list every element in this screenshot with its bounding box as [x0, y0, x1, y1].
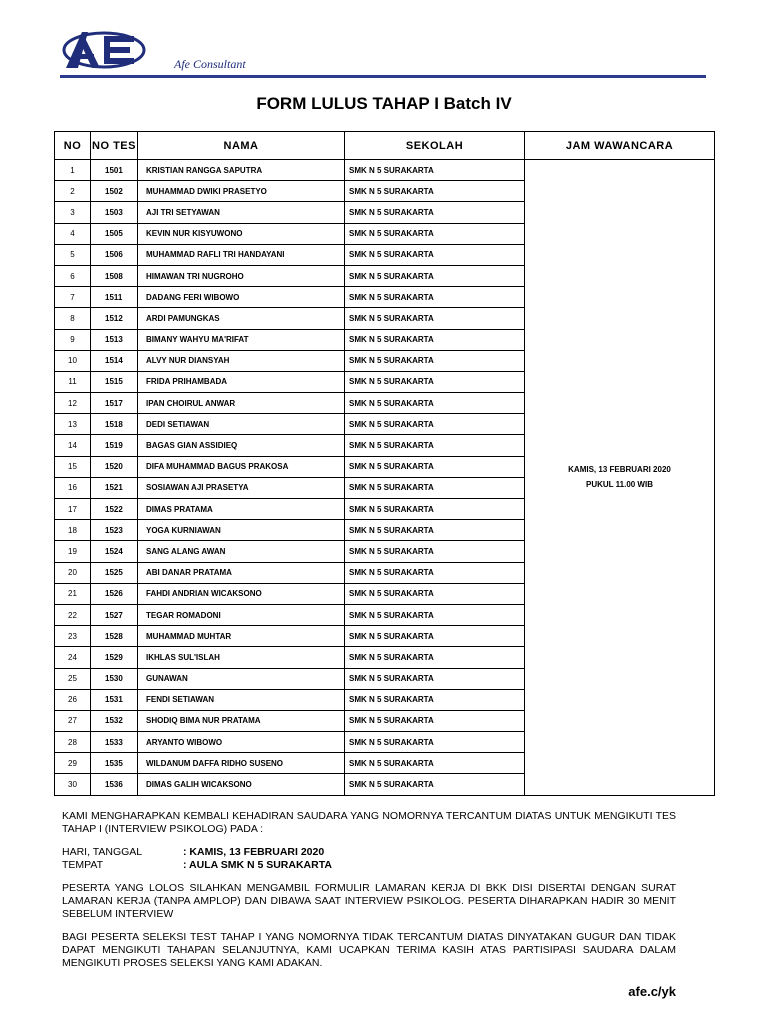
cell-no: 18 [55, 520, 91, 541]
cell-nama: ALVY NUR DIANSYAH [138, 350, 345, 371]
cell-sekolah: SMK N 5 SURAKARTA [345, 287, 525, 308]
cell-no: 11 [55, 371, 91, 392]
cell-no-tes: 1518 [91, 414, 138, 435]
cell-nama: IKHLAS SUL'ISLAH [138, 647, 345, 668]
cell-sekolah: SMK N 5 SURAKARTA [345, 181, 525, 202]
intro-text: KAMI MENGHARAPKAN KEMBALI KEHADIRAN SAUDARA YANG NOMORNYA TERCANTUM DIATAS UNTUK MENGIKUTI TES TAHAP I (INTERVIEW PSIKOLOG) PADA : [62, 810, 676, 835]
cell-sekolah: SMK N 5 SURAKARTA [345, 499, 525, 520]
cell-no: 10 [55, 350, 91, 371]
notes-section [62, 810, 676, 980]
cell-no-tes: 1512 [91, 308, 138, 329]
cell-sekolah: SMK N 5 SURAKARTA [345, 223, 525, 244]
cell-sekolah: SMK N 5 SURAKARTA [345, 265, 525, 286]
cell-no: 29 [55, 753, 91, 774]
table-body [55, 160, 715, 796]
cell-no: 13 [55, 414, 91, 435]
cell-nama: MUHAMMAD MUHTAR [138, 626, 345, 647]
header-no: NO [55, 132, 91, 160]
tempat-value: : AULA SMK N 5 SURAKARTA [183, 859, 332, 871]
cell-no-tes: 1535 [91, 753, 138, 774]
cell-no-tes: 1526 [91, 583, 138, 604]
cell-sekolah: SMK N 5 SURAKARTA [345, 520, 525, 541]
cell-no: 21 [55, 583, 91, 604]
header-no-tes: NO TES [91, 132, 138, 160]
footer-code: afe.c/yk [628, 984, 676, 999]
cell-sekolah: SMK N 5 SURAKARTA [345, 308, 525, 329]
cell-sekolah: SMK N 5 SURAKARTA [345, 753, 525, 774]
cell-no: 1 [55, 160, 91, 181]
cell-no: 25 [55, 668, 91, 689]
tempat-label: TEMPAT [62, 859, 104, 871]
cell-sekolah: SMK N 5 SURAKARTA [345, 689, 525, 710]
cell-nama: HIMAWAN TRI NUGROHO [138, 265, 345, 286]
letterhead [0, 0, 768, 90]
cell-no-tes: 1521 [91, 477, 138, 498]
cell-no-tes: 1525 [91, 562, 138, 583]
cell-nama: SOSIAWAN AJI PRASETYA [138, 477, 345, 498]
cell-nama: BIMANY WAHYU MA'RIFAT [138, 329, 345, 350]
cell-no-tes: 1536 [91, 774, 138, 795]
cell-sekolah: SMK N 5 SURAKARTA [345, 647, 525, 668]
cell-no: 2 [55, 181, 91, 202]
cell-nama: DIFA MUHAMMAD BAGUS PRAKOSA [138, 456, 345, 477]
cell-no: 22 [55, 604, 91, 625]
cell-nama: DADANG FERI WIBOWO [138, 287, 345, 308]
cell-nama: MUHAMMAD DWIKI PRASETYO [138, 181, 345, 202]
hari-label: HARI, TANGGAL [62, 846, 143, 858]
cell-no: 15 [55, 456, 91, 477]
cell-no-tes: 1514 [91, 350, 138, 371]
cell-no: 6 [55, 265, 91, 286]
cell-no: 8 [55, 308, 91, 329]
cell-no: 4 [55, 223, 91, 244]
cell-nama: SANG ALANG AWAN [138, 541, 345, 562]
cell-no-tes: 1508 [91, 265, 138, 286]
table-row [55, 160, 715, 181]
cell-no-tes: 1520 [91, 456, 138, 477]
cell-no-tes: 1515 [91, 371, 138, 392]
cell-nama: GUNAWAN [138, 668, 345, 689]
cell-no: 16 [55, 477, 91, 498]
cell-nama: DIMAS GALIH WICAKSONO [138, 774, 345, 795]
table-header-row [55, 132, 715, 160]
cell-no-tes: 1530 [91, 668, 138, 689]
cell-nama: ARYANTO WIBOWO [138, 732, 345, 753]
cell-sekolah: SMK N 5 SURAKARTA [345, 626, 525, 647]
tempat-row [62, 859, 676, 872]
cell-no-tes: 1522 [91, 499, 138, 520]
cell-nama: TEGAR ROMADONI [138, 604, 345, 625]
cell-no-tes: 1502 [91, 181, 138, 202]
cell-nama: BAGAS GIAN ASSIDIEQ [138, 435, 345, 456]
cell-no-tes: 1529 [91, 647, 138, 668]
cell-nama: SHODIQ BIMA NUR PRATAMA [138, 710, 345, 731]
cell-sekolah: SMK N 5 SURAKARTA [345, 371, 525, 392]
cell-nama: DIMAS PRATAMA [138, 499, 345, 520]
cell-sekolah: SMK N 5 SURAKARTA [345, 562, 525, 583]
cell-no-tes: 1513 [91, 329, 138, 350]
cell-sekolah: SMK N 5 SURAKARTA [345, 329, 525, 350]
cell-no: 9 [55, 329, 91, 350]
cell-no: 24 [55, 647, 91, 668]
cell-no: 12 [55, 393, 91, 414]
cell-no-tes: 1524 [91, 541, 138, 562]
cell-sekolah: SMK N 5 SURAKARTA [345, 477, 525, 498]
cell-no: 3 [55, 202, 91, 223]
cell-no: 14 [55, 435, 91, 456]
cell-no-tes: 1533 [91, 732, 138, 753]
cell-nama: DEDI SETIAWAN [138, 414, 345, 435]
cell-jam-wawancara [525, 160, 715, 796]
afe-logo-icon [56, 28, 152, 72]
cell-nama: FRIDA PRIHAMBADA [138, 371, 345, 392]
cell-sekolah: SMK N 5 SURAKARTA [345, 435, 525, 456]
cell-sekolah: SMK N 5 SURAKARTA [345, 668, 525, 689]
page-title: FORM LULUS TAHAP I Batch IV [256, 94, 512, 113]
cell-sekolah: SMK N 5 SURAKARTA [345, 541, 525, 562]
cell-nama: MUHAMMAD RAFLI TRI HANDAYANI [138, 244, 345, 265]
cell-no: 20 [55, 562, 91, 583]
cell-no-tes: 1519 [91, 435, 138, 456]
cell-nama: ARDI PAMUNGKAS [138, 308, 345, 329]
cell-no-tes: 1523 [91, 520, 138, 541]
cell-nama: WILDANUM DAFFA RIDHO SUSENO [138, 753, 345, 774]
cell-no: 5 [55, 244, 91, 265]
header-nama: NAMA [138, 132, 345, 160]
cell-no: 30 [55, 774, 91, 795]
cell-nama: IPAN CHOIRUL ANWAR [138, 393, 345, 414]
instruction-text: PESERTA YANG LOLOS SILAHKAN MENGAMBIL FORMULIR LAMARAN KERJA DI BKK DISI DISERTAI DENGAN SURAT LAMARAN KERJA (TANPA AMPLOP) DAN DIBAWA SAAT INTERVIEW PSIKOLOG. PESERTA DIHARAPKAN HADIR 30 MENIT SEBELUM INTERVIEW [62, 882, 676, 920]
cell-nama: YOGA KURNIAWAN [138, 520, 345, 541]
cell-nama: FENDI SETIAWAN [138, 689, 345, 710]
cell-sekolah: SMK N 5 SURAKARTA [345, 244, 525, 265]
cell-no-tes: 1528 [91, 626, 138, 647]
cell-sekolah: SMK N 5 SURAKARTA [345, 710, 525, 731]
cell-nama: FAHDI ANDRIAN WICAKSONO [138, 583, 345, 604]
cell-no-tes: 1501 [91, 160, 138, 181]
cell-sekolah: SMK N 5 SURAKARTA [345, 732, 525, 753]
cell-sekolah: SMK N 5 SURAKARTA [345, 393, 525, 414]
cell-no-tes: 1505 [91, 223, 138, 244]
cell-nama: KRISTIAN RANGGA SAPUTRA [138, 160, 345, 181]
cell-no-tes: 1527 [91, 604, 138, 625]
cell-no: 27 [55, 710, 91, 731]
header-jam-wawancara: JAM WAWANCARA [525, 132, 715, 160]
hari-value: : KAMIS, 13 FEBRUARI 2020 [183, 846, 325, 858]
cell-no-tes: 1532 [91, 710, 138, 731]
header-sekolah: SEKOLAH [345, 132, 525, 160]
cell-nama: ABI DANAR PRATAMA [138, 562, 345, 583]
cell-sekolah: SMK N 5 SURAKARTA [345, 202, 525, 223]
closing-text: BAGI PESERTA SELEKSI TEST TAHAP I YANG NOMORNYA TIDAK TERCANTUM DIATAS DINYATAKAN GUGUR DAN TIDAK DAPAT MENGIKUTI TAHAPAN SELANJUTNYA, KAMI UCAPKAN TERIMA KASIH ATAS PARTISIPASI SAUDARA DALAM MENGIKUTI PROSES SELEKSI YANG KAMI ADAKAN. [62, 931, 676, 969]
cell-no: 26 [55, 689, 91, 710]
cell-sekolah: SMK N 5 SURAKARTA [345, 456, 525, 477]
cell-sekolah: SMK N 5 SURAKARTA [345, 583, 525, 604]
hari-row [62, 846, 676, 859]
cell-sekolah: SMK N 5 SURAKARTA [345, 414, 525, 435]
cell-no-tes: 1506 [91, 244, 138, 265]
results-table [54, 131, 715, 796]
cell-sekolah: SMK N 5 SURAKARTA [345, 160, 525, 181]
cell-sekolah: SMK N 5 SURAKARTA [345, 774, 525, 795]
cell-no-tes: 1531 [91, 689, 138, 710]
cell-nama: KEVIN NUR KISYUWONO [138, 223, 345, 244]
cell-no: 7 [55, 287, 91, 308]
cell-no-tes: 1517 [91, 393, 138, 414]
cell-nama: AJI TRI SETYAWAN [138, 202, 345, 223]
cell-no-tes: 1511 [91, 287, 138, 308]
cell-no: 17 [55, 499, 91, 520]
jam-date: KAMIS, 13 FEBRUARI 2020 [568, 465, 671, 475]
cell-sekolah: SMK N 5 SURAKARTA [345, 350, 525, 371]
company-name: Afe Consultant [174, 57, 246, 71]
cell-no: 28 [55, 732, 91, 753]
jam-time: PUKUL 11.00 WIB [586, 480, 653, 490]
header-rule [60, 75, 706, 78]
cell-no-tes: 1503 [91, 202, 138, 223]
cell-no: 23 [55, 626, 91, 647]
cell-sekolah: SMK N 5 SURAKARTA [345, 604, 525, 625]
cell-no: 19 [55, 541, 91, 562]
